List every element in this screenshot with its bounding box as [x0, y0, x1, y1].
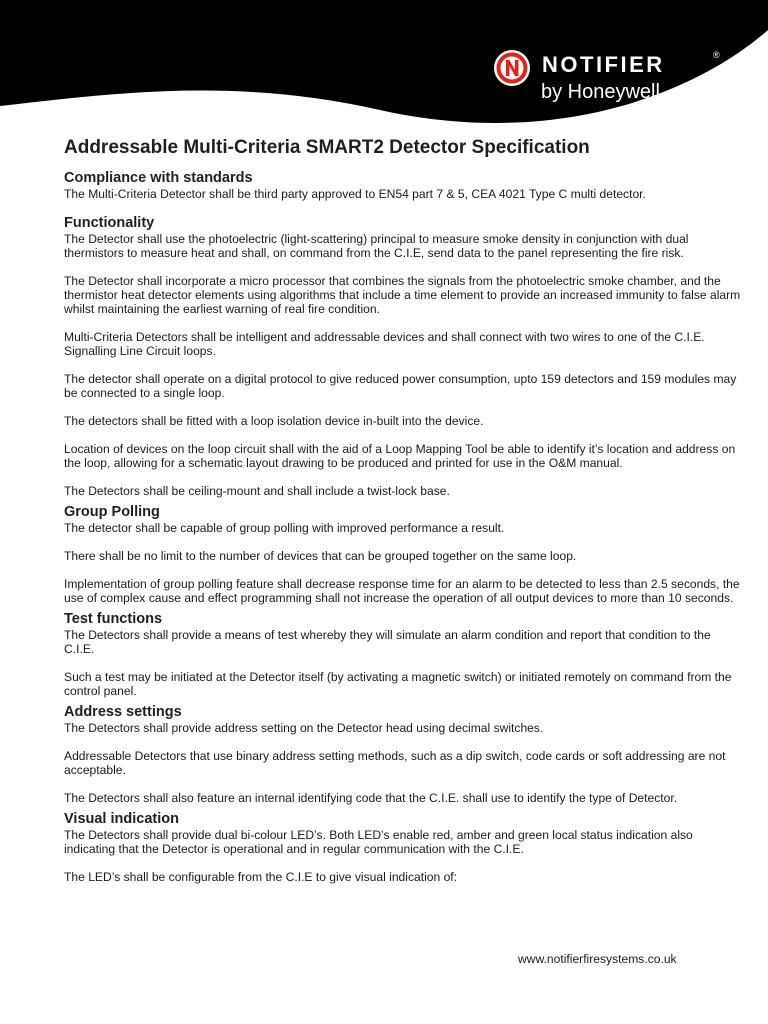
brand-subtitle: by Honeywell	[541, 81, 660, 103]
paragraph: The Detectors shall provide a means of test whereby they will simulate an alarm condition and report that condition to the C.I.E.	[64, 628, 711, 656]
section-heading: Compliance with standards	[64, 170, 253, 186]
section-functionality	[64, 215, 744, 498]
paragraph: There shall be no limit to the number of devices that can be grouped together on the same loop.	[64, 549, 577, 563]
paragraph: The LED’s shall be configurable from the C.I.E to give visual indication of:	[64, 870, 458, 884]
paragraph: The detector shall be capable of group polling with improved performance a result.	[64, 521, 505, 535]
footer-website-link[interactable]: www.notifierfiresystems.co.uk	[518, 952, 677, 966]
paragraph: Such a test may be initiated at the Detector itself (by activating a magnetic switch) or initiated remotely on command from the control panel.	[64, 670, 732, 698]
paragraph: The Detector shall incorporate a micro processor that combines the signals from the photoelectric smoke chamber, and the thermistor heat detector elements using algorithms that include a time element to provide an increased immunity to false alarm whilst maintaining the earliest warning of real fire condition.	[64, 274, 741, 316]
section-compliance	[64, 170, 744, 201]
section-heading: Test functions	[64, 611, 163, 627]
brand-name: NOTIFIER	[542, 52, 665, 77]
paragraph: The Detector shall use the photoelectric (light-scattering) principal to measure smoke density in conjunction with dual thermistors to measure heat and shall, on command from the C.I.E, send data to the panel representing the fire risk.	[64, 232, 689, 260]
section-heading: Group Polling	[64, 504, 160, 520]
paragraph: Multi-Criteria Detectors shall be intelligent and addressable devices and shall connect with two wires to one of the C.I.E. Signalling Line Circuit loops.	[64, 330, 705, 358]
paragraph: The detectors shall be fitted with a loop isolation device in-built into the device.	[64, 414, 484, 428]
section-address-settings	[64, 704, 744, 805]
page-title: Addressable Multi-Criteria SMART2 Detector Specification	[64, 137, 590, 158]
paragraph: Implementation of group polling feature shall decrease response time for an alarm to be detected to less than 2.5 seconds, the use of complex cause and effect programming shall not increase the operation of all output devices to more than 10 seconds.	[64, 577, 740, 605]
section-heading: Visual indication	[64, 811, 179, 827]
paragraph: Addressable Detectors that use binary address setting methods, such as a dip switch, code cards or soft addressing are not acceptable.	[64, 749, 726, 777]
section-test-functions	[64, 611, 744, 698]
paragraph: The Detectors shall also feature an internal identifying code that the C.I.E. shall use to identify the type of Detector.	[64, 791, 678, 805]
notifier-logo	[492, 46, 732, 110]
paragraph: The Multi-Criteria Detector shall be third party approved to EN54 part 7 & 5, CEA 4021 Type C multi detector.	[64, 187, 646, 201]
notifier-n-circle-logo-icon	[492, 48, 532, 88]
section-group-polling	[64, 504, 744, 605]
paragraph: The Detectors shall provide address setting on the Detector head using decimal switches.	[64, 721, 544, 735]
section-heading: Functionality	[64, 215, 155, 231]
paragraph: The detector shall operate on a digital protocol to give reduced power consumption, upto 159 detectors and 159 modules may be connected to a single loop.	[64, 372, 737, 400]
paragraph: Location of devices on the loop circuit shall with the aid of a Loop Mapping Tool be able to identify it’s location and address on the loop, allowing for a schematic layout drawing to be produced and printed for use in the O&M manual.	[64, 442, 736, 470]
paragraph: The Detectors shall provide dual bi-colour LED’s. Both LED’s enable red, amber and green local status indication also indicating that the Detector is operational and in regular communication with the C.I.E.	[64, 828, 693, 856]
document-body	[64, 136, 744, 898]
section-visual-indication	[64, 811, 744, 884]
registered-mark: ®	[713, 50, 720, 60]
paragraph: The Detectors shall be ceiling-mount and shall include a twist-lock base.	[64, 484, 450, 498]
section-heading: Address settings	[64, 704, 182, 720]
